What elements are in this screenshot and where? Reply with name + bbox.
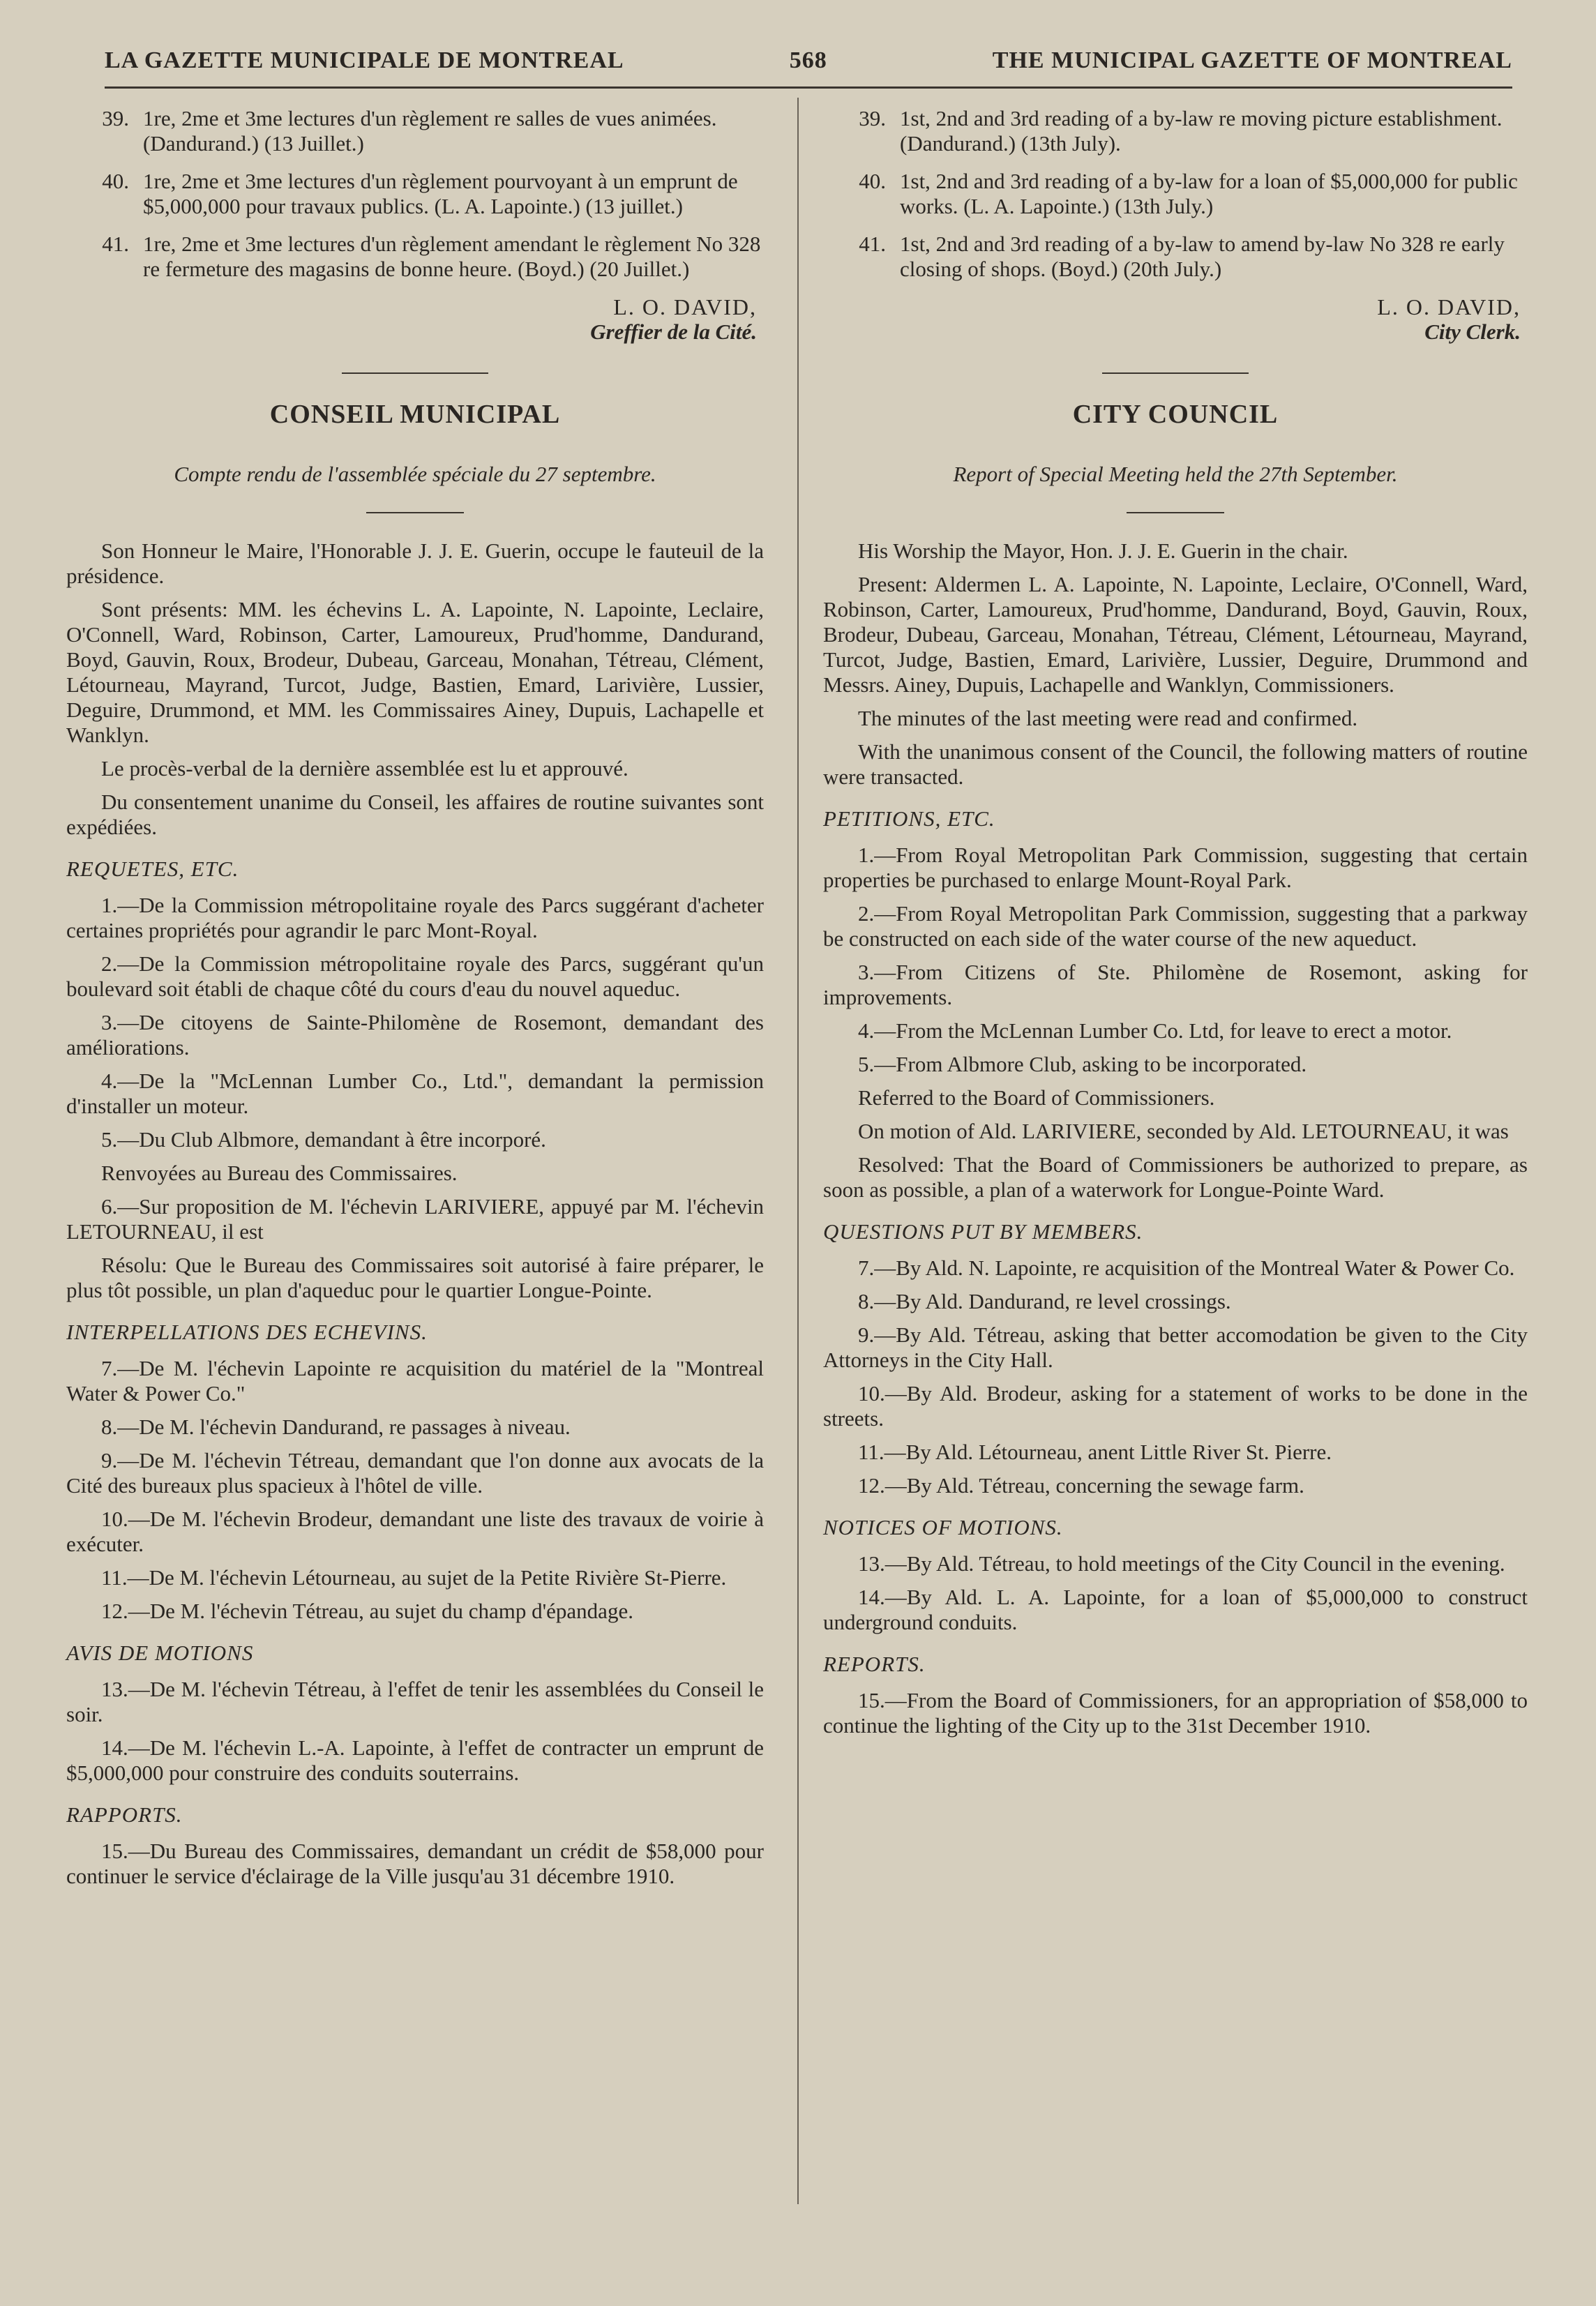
header-english-title: THE MUNICIPAL GAZETTE OF MONTREAL — [992, 47, 1512, 73]
paragraph: 1.—De la Commission métropolitaine royale des Parcs suggérant d'acheter certaines propriétés pour agrandir le parc Mont-Royal. — [66, 893, 764, 942]
subsection-title: REPORTS. — [823, 1652, 926, 1676]
section-heading: CONSEIL MUNICIPAL — [269, 400, 561, 429]
section-heading: CITY COUNCIL — [1072, 400, 1279, 429]
paragraph: The minutes of the last meeting were read and confirmed. — [858, 706, 1358, 730]
paragraph: 12.—By Ald. Tétreau, concerning the sewage farm. — [858, 1473, 1304, 1498]
section-rule — [342, 372, 488, 374]
list-item — [66, 232, 764, 282]
paragraph: 2.—From Royal Metropolitan Park Commission, suggesting that a parkway be constructed on each side of the water course of the new aqueduct. — [823, 901, 1528, 951]
paragraph: Du consentement unanime du Conseil, les affaires de routine suivantes sont expédiées. — [66, 790, 764, 839]
section-subtitle: Report of Special Meeting held the 27th September. — [953, 462, 1398, 486]
paragraph: 9.—De M. l'échevin Tétreau, demandant que l'on donne aux avocats de la Cité des bureaux plus spacieux à l'hôtel de ville. — [66, 1448, 764, 1498]
list-item — [66, 106, 764, 156]
item-text: 1st, 2nd and 3rd reading of a by-law re moving picture establishment. (Dandurand.) (13th July). — [900, 106, 1503, 156]
paragraph: 14.—By Ald. L. A. Lapointe, for a loan of $5,000,000 to construct underground conduits. — [823, 1585, 1528, 1634]
item-text: 1st, 2nd and 3rd reading of a by-law for a loan of $5,000,000 for public works. (L. A. Lapointe.) (13th July.) — [900, 169, 1518, 218]
paragraph: Son Honneur le Maire, l'Honorable J. J. E. Guerin, occupe le fauteuil de la présidence. — [66, 538, 764, 588]
paragraph: Renvoyées au Bureau des Commissaires. — [101, 1161, 458, 1185]
paragraph: 10.—De M. l'échevin Brodeur, demandant une liste des travaux de voirie à exécuter. — [66, 1507, 764, 1556]
paragraph: 4.—From the McLennan Lumber Co. Ltd, for leave to erect a motor. — [858, 1018, 1452, 1043]
paragraph: 11.—By Ald. Létourneau, anent Little River St. Pierre. — [858, 1440, 1332, 1464]
paragraph: Résolu: Que le Bureau des Commissaires soit autorisé à faire préparer, le plus tôt possible, un plan d'aqueduc pour le quartier Longue-Pointe. — [66, 1253, 764, 1302]
item-number: 40. — [102, 169, 129, 193]
list-item — [823, 106, 1528, 156]
english-column — [823, 106, 1528, 1747]
item-number: 41. — [859, 232, 886, 256]
signature-name: L. O. DAVID, — [613, 294, 757, 319]
paragraph: 15.—Du Bureau des Commissaires, demandant un crédit de $58,000 pour continuer le service d'éclairage de la Ville jusqu'au 31 décembre 1910. — [66, 1839, 764, 1888]
paragraph: Le procès-verbal de la dernière assemblée est lu et approuvé. — [101, 756, 628, 781]
paragraph: 1.—From Royal Metropolitan Park Commission, suggesting that certain properties be purchased to enlarge Mount-Royal Park. — [823, 843, 1528, 892]
signature-block — [66, 294, 764, 345]
signature-block — [823, 294, 1528, 345]
signature-role: Greffier de la Cité. — [590, 319, 757, 344]
paragraph: 4.—De la "McLennan Lumber Co., Ltd.", demandant la permission d'installer un moteur. — [66, 1069, 764, 1118]
paragraph: 5.—Du Club Albmore, demandant à être incorporé. — [101, 1127, 546, 1152]
paragraph: 2.—De la Commission métropolitaine royale des Parcs, suggérant qu'un boulevard soit établi de chaque côté du cours d'eau du nouvel aqueduc. — [66, 951, 764, 1001]
signature-role: City Clerk. — [1424, 319, 1521, 344]
paragraph: Sont présents: MM. les échevins L. A. Lapointe, N. Lapointe, Leclaire, O'Connell, Ward, Robinson, Carter, Lamoureux, Prud'homme, Dandurand, Boyd, Gauvin, Roux, Brodeur, Dubeau, Garceau, Monahan, Tétreau, Clément, Létourneau, Mayrand, Turcot, Judge, Bastien, Emard, Larivière, Lussier, Deguire, Drummond, et MM. les Commissaires Ainey, Dupuis, Lachapelle et Wanklyn. — [66, 597, 764, 747]
paragraph: 8.—By Ald. Dandurand, re level crossings. — [858, 1289, 1231, 1313]
item-text: 1re, 2me et 3me lectures d'un règlement pourvoyant à un emprunt de $5,000,000 pour travaux publics. (L. A. Lapointe.) (13 juillet.) — [143, 169, 738, 218]
item-number: 41. — [102, 232, 129, 256]
paragraph: Present: Aldermen L. A. Lapointe, N. Lapointe, Leclaire, O'Connell, Ward, Robinson, Carter, Lamoureux, Prud'homme, Dandurand, Boyd, Gauvin, Roux, Brodeur, Dubeau, Garceau, Monahan, Tétreau, Clément, Létourneau, Mayrand, Turcot, Judge, Bastien, Emard, Larivière, Lussier, Deguire, Drummond and Messrs. Ainey, Dupuis, Lachapelle and Wanklyn, Commissioners. — [823, 572, 1528, 697]
list-item — [823, 169, 1528, 219]
paragraph: 14.—De M. l'échevin L.-A. Lapointe, à l'effet de contracter un emprunt de $5,000,000 pour construire des conduits souterrains. — [66, 1735, 764, 1785]
paragraph: On motion of Ald. LARIVIERE, seconded by Ald. LETOURNEAU, it was — [858, 1119, 1509, 1143]
list-item — [66, 169, 764, 219]
paragraph: With the unanimous consent of the Council, the following matters of routine were transacted. — [823, 739, 1528, 789]
subsection-title: RAPPORTS. — [66, 1802, 183, 1827]
paragraph: 10.—By Ald. Brodeur, asking for a statement of works to be done in the streets. — [823, 1381, 1528, 1431]
item-number: 39. — [859, 106, 886, 130]
item-text: 1st, 2nd and 3rd reading of a by-law to amend by-law No 328 re early closing of shops. (Boyd.) (20th July.) — [900, 232, 1505, 281]
item-number: 40. — [859, 169, 886, 193]
column-divider — [797, 98, 799, 2204]
signature-name: L. O. DAVID, — [1377, 294, 1521, 319]
subsection-title: AVIS DE MOTIONS — [66, 1641, 254, 1665]
item-number: 39. — [102, 106, 129, 130]
paragraph: 11.—De M. l'échevin Létourneau, au sujet de la Petite Rivière St-Pierre. — [101, 1565, 727, 1590]
paragraph: 13.—De M. l'échevin Tétreau, à l'effet de tenir les assemblées du Conseil le soir. — [66, 1677, 764, 1726]
subsection-title: PETITIONS, ETC. — [823, 806, 995, 831]
paragraph: Referred to the Board of Commissioners. — [858, 1085, 1215, 1110]
subsection-title: QUESTIONS PUT BY MEMBERS. — [823, 1219, 1143, 1244]
item-text: 1re, 2me et 3me lectures d'un règlement amendant le règlement No 328 re fermeture des magasins de bonne heure. (Boyd.) (20 Juillet.) — [143, 232, 761, 281]
page-number: 568 — [789, 47, 827, 73]
section-rule — [1102, 372, 1249, 374]
paragraph: 15.—From the Board of Commissioners, for an appropriation of $58,000 to continue the lighting of the City up to the 31st December 1910. — [823, 1688, 1528, 1738]
list-item — [823, 232, 1528, 282]
paragraph: His Worship the Mayor, Hon. J. J. E. Guerin in the chair. — [858, 538, 1348, 563]
paragraph: 7.—By Ald. N. Lapointe, re acquisition of the Montreal Water & Power Co. — [858, 1256, 1515, 1280]
section-rule — [1127, 512, 1224, 513]
paragraph: 3.—From Citizens of Ste. Philomène de Rosemont, asking for improvements. — [823, 960, 1528, 1009]
paragraph: 6.—Sur proposition de M. l'échevin LARIVIERE, appuyé par M. l'échevin LETOURNEAU, il est — [66, 1194, 764, 1244]
paragraph: 9.—By Ald. Tétreau, asking that better accomodation be given to the City Attorneys in the City Hall. — [823, 1322, 1528, 1372]
section-rule — [366, 512, 464, 513]
paragraph: 13.—By Ald. Tétreau, to hold meetings of the City Council in the evening. — [858, 1551, 1505, 1576]
subsection-title: REQUETES, ETC. — [66, 857, 239, 881]
page-header — [105, 47, 1512, 89]
subsection-title: INTERPELLATIONS DES ECHEVINS. — [66, 1320, 428, 1344]
paragraph: 3.—De citoyens de Sainte-Philomène de Rosemont, demandant des améliorations. — [66, 1010, 764, 1060]
paragraph: 7.—De M. l'échevin Lapointe re acquisition du matériel de la "Montreal Water & Power Co." — [66, 1356, 764, 1406]
section-subtitle: Compte rendu de l'assemblée spéciale du 27 septembre. — [174, 462, 656, 486]
paragraph: 8.—De M. l'échevin Dandurand, re passages à niveau. — [101, 1415, 571, 1439]
subsection-title: NOTICES OF MOTIONS. — [823, 1515, 1063, 1539]
item-text: 1re, 2me et 3me lectures d'un règlement re salles de vues animées. (Dandurand.) (13 Juillet.) — [143, 106, 717, 156]
french-column — [66, 106, 764, 1897]
header-french-title: LA GAZETTE MUNICIPALE DE MONTREAL — [105, 47, 624, 73]
paragraph: Resolved: That the Board of Commissioners be authorized to prepare, as soon as possible, a plan of a waterwork for Longue-Pointe Ward. — [823, 1152, 1528, 1202]
paragraph: 5.—From Albmore Club, asking to be incorporated. — [858, 1052, 1307, 1076]
paragraph: 12.—De M. l'échevin Tétreau, au sujet du champ d'épandage. — [101, 1599, 633, 1623]
